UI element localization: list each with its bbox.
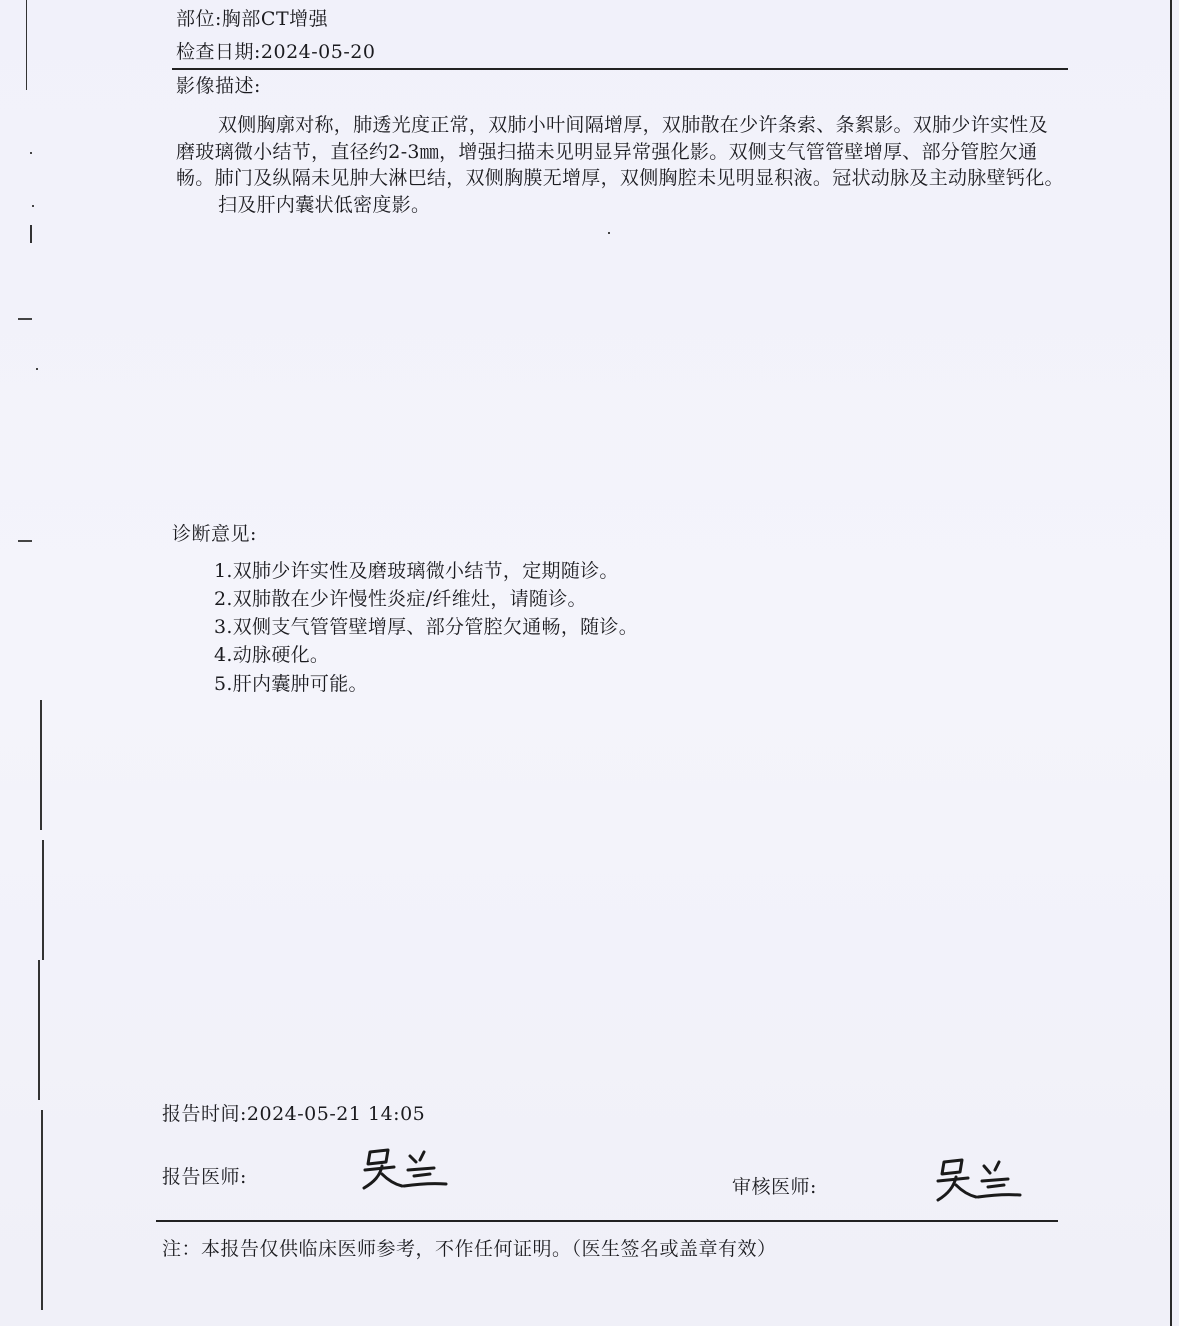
report-time-line (162, 1101, 425, 1127)
body-part-value: 胸部CT增强 (221, 8, 329, 30)
scan-mark (36, 368, 38, 370)
diagnosis-item: 3.双侧支气管管壁增厚、部分管腔欠通畅，随诊。 (214, 616, 639, 638)
diagnosis-item: 1.双肺少许实性及磨玻璃微小结节，定期随诊。 (214, 560, 619, 582)
scan-mark (30, 225, 32, 243)
scan-mark (38, 960, 40, 1100)
body-part-label: 部位: (176, 8, 222, 30)
report-doctor-signature (360, 1146, 452, 1192)
scan-mark (42, 840, 44, 960)
imaging-paragraph-1: 双侧胸廓对称，肺透光度正常，双肺小叶间隔增厚，双肺散在少许条索、条絮影。双肺少许实性及磨玻璃微小结节，直径约2-3㎜，增强扫描未见明显异常强化影。双侧支气管管壁增厚、部分管腔欠通畅。肺门及纵隔未见肿大淋巴结，双侧胸膜无增厚，双侧胸腔未见明显积液。冠状动脉及主动脉壁钙化。 (176, 114, 1064, 189)
diagnosis-item: 5.肝内囊肿可能。 (214, 673, 368, 695)
report-time-value: 2024-05-21 14:05 (246, 1103, 426, 1125)
scan-mark (32, 205, 34, 207)
diagnosis-heading: 诊断意见: (172, 523, 257, 545)
diagnosis-item: 4.动脉硬化。 (214, 644, 330, 666)
report-doctor-label: 报告医师: (162, 1166, 247, 1188)
body-part-line (176, 6, 328, 32)
diagnosis-item: 2.双肺散在少许慢性炎症/纤维灶，请随诊。 (214, 588, 587, 610)
footer-note: 注：本报告仅供临床医师参考，不作任何证明。（医生签名或盖章有效） (162, 1238, 777, 1260)
imaging-paragraph-2: 扫及肝内囊状低密度影。 (218, 193, 431, 216)
exam-date-value: 2024-05-20 (260, 41, 376, 63)
exam-date-label: 检查日期: (176, 41, 261, 63)
imaging-heading: 影像描述: (176, 75, 261, 97)
scan-mark (40, 700, 42, 830)
review-doctor-label: 审核医师: (732, 1176, 817, 1198)
scan-mark (18, 318, 32, 320)
page-right-edge (1170, 0, 1172, 1326)
imaging-description (176, 112, 1066, 218)
scan-mark (18, 540, 32, 542)
footer-rule (156, 1220, 1058, 1222)
scan-mark (41, 1110, 43, 1310)
scan-mark (608, 232, 610, 234)
scan-mark (30, 152, 32, 154)
report-time-label: 报告时间: (162, 1103, 247, 1125)
header-rule (172, 68, 1068, 70)
page-left-edge (26, 0, 27, 90)
review-doctor-signature (934, 1156, 1026, 1204)
exam-date-line (176, 39, 375, 65)
